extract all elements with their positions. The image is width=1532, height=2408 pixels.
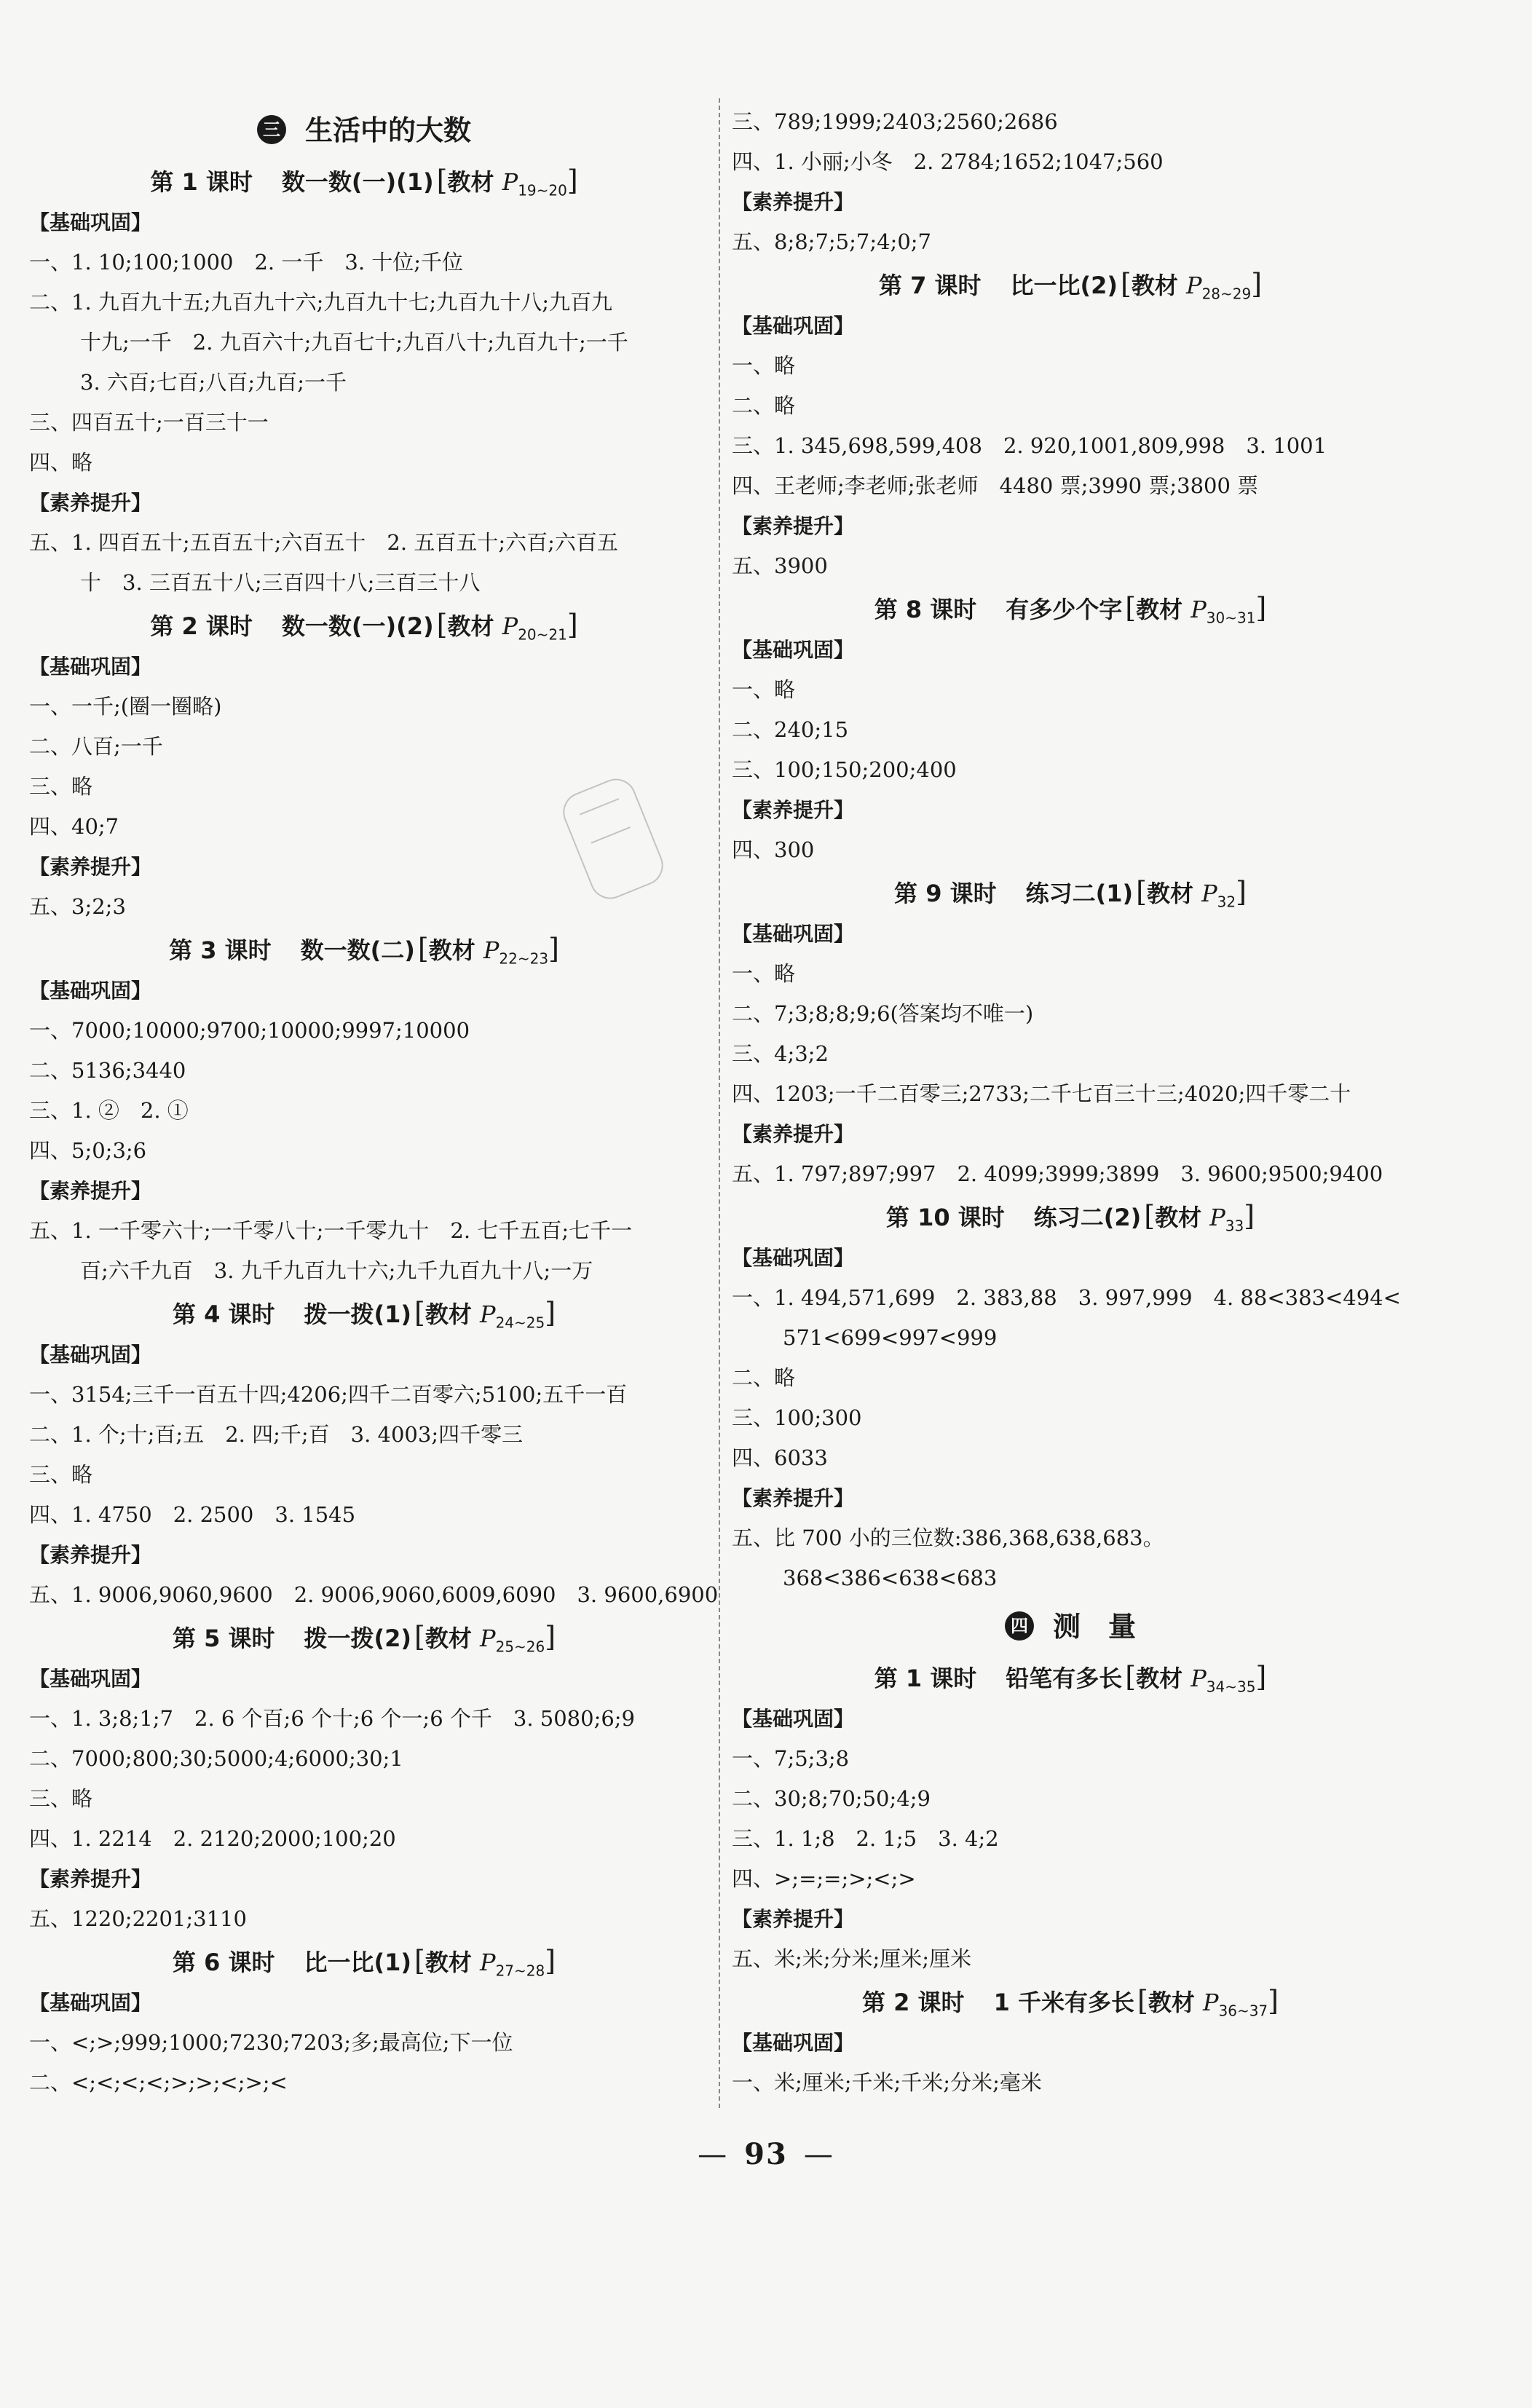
answer-line: 二、1. 九百九十五;九百九十六;九百九十七;九百九十八;九百九	[29, 290, 612, 315]
section-tag: 【基础巩固】	[29, 1991, 152, 2015]
lesson-number: 第 8 课时	[874, 596, 977, 623]
page-prefix: P	[1191, 1665, 1207, 1692]
bracket-open: [	[1125, 1661, 1137, 1693]
answer-line: 三、1. ② 2. ①	[29, 1098, 189, 1123]
answer-line: 三、4;3;2	[732, 1041, 829, 1066]
section-tag: 【素养提升】	[732, 190, 855, 214]
section-tag: 【基础巩固】	[732, 2031, 855, 2055]
answer-line: 五、米;米;分米;厘米;厘米	[732, 1946, 972, 1971]
page-range: 30~31	[1206, 609, 1256, 627]
lesson-name: 练习二(1)	[1025, 880, 1134, 907]
answer-line: 三、略	[29, 1462, 93, 1487]
answer-line: 五、1. 四百五十;五百五十;六百五十 2. 五百五十;六百;六百五	[29, 530, 618, 555]
answer-line: 四、300	[732, 837, 815, 862]
bracket-close: ]	[545, 1297, 556, 1329]
lesson-name: 拨一拨(2)	[304, 1625, 412, 1652]
bracket-open: [	[414, 1621, 425, 1653]
answer-line: 五、1. 797;897;997 2. 4099;3999;3899 3. 9600;9500;9400	[732, 1161, 1383, 1186]
bracket-open: [	[414, 1297, 425, 1329]
bracket-open: [	[1125, 592, 1137, 624]
section-tag: 【素养提升】	[29, 1543, 152, 1567]
answer-line: 四、1. 小丽;小冬 2. 2784;1652;1047;560	[732, 149, 1164, 174]
answer-line: 一、略	[732, 961, 796, 986]
bracket-close: ]	[566, 165, 578, 197]
answer-line: 四、5;0;3;6	[29, 1138, 147, 1163]
lesson-number: 第 2 课时	[862, 1989, 965, 2016]
answer-continuation: 百;六千九百 3. 九千九百九十六;九千九百九十八;一万	[80, 1258, 593, 1283]
lesson-heading	[732, 1194, 1409, 1238]
section-tag: 【基础巩固】	[29, 979, 152, 1003]
textbook-label: 教材	[1136, 596, 1183, 623]
answer-line: 三、789;1999;2403;2560;2686	[732, 109, 1058, 134]
page-range: 27~28	[495, 1962, 545, 1980]
bracket-open: [	[414, 1945, 425, 1977]
answer-line: 二、30;8;70;50;4;9	[732, 1786, 931, 1811]
page-range: 25~26	[495, 1638, 545, 1656]
bracket-close: ]	[548, 933, 559, 965]
bracket-close: ]	[1244, 1200, 1255, 1232]
lesson-heading	[29, 603, 699, 647]
answer-line: 四、1203;一千二百零三;2733;二千七百三十三;4020;四千零二十	[732, 1081, 1351, 1106]
section-tag: 【素养提升】	[29, 855, 152, 879]
section-tag: 【基础巩固】	[732, 638, 855, 662]
answer-continuation: 十 3. 三百五十八;三百四十八;三百三十八	[80, 570, 481, 595]
section-tag: 【基础巩固】	[29, 1343, 152, 1367]
section-tag: 【素养提升】	[29, 1179, 152, 1203]
bracket-open: [	[436, 165, 448, 197]
section-tag: 【素养提升】	[732, 1122, 855, 1146]
unit-title	[29, 102, 699, 159]
page-prefix: P	[1201, 880, 1217, 907]
textbook-label: 教材	[447, 612, 494, 640]
page-prefix: P	[480, 1949, 496, 1976]
lesson-heading	[732, 1655, 1409, 1699]
answer-line: 五、3900	[732, 553, 828, 578]
textbook-label: 教材	[1155, 1204, 1202, 1231]
section-tag: 【素养提升】	[732, 1486, 855, 1510]
bracket-open: [	[436, 609, 448, 641]
lesson-number: 第 4 课时	[172, 1300, 275, 1328]
page-prefix: P	[502, 612, 518, 640]
section-tag: 【基础巩固】	[732, 1707, 855, 1731]
page-prefix: P	[1202, 1989, 1219, 2016]
textbook-label: 教材	[1131, 272, 1178, 299]
answer-line: 一、略	[732, 353, 796, 378]
unit-title-text: 生活中的大数	[304, 114, 471, 146]
page-range: 20~21	[518, 625, 567, 644]
answer-line: 一、1. 494,571,699 2. 383,88 3. 997,999 4. 88<383<494<	[732, 1285, 1401, 1310]
page-range: 28~29	[1201, 285, 1252, 303]
bracket-close: ]	[1255, 592, 1267, 624]
textbook-label: 教材	[1146, 880, 1193, 907]
answer-continuation: 571<699<997<999	[783, 1325, 998, 1350]
bracket-open: [	[1121, 268, 1132, 300]
textbook-label: 教材	[425, 1949, 472, 1976]
answer-line: 四、1. 2214 2. 2120;2000;100;20	[29, 1826, 396, 1851]
page-prefix: P	[1191, 596, 1207, 623]
unit-title	[732, 1598, 1409, 1655]
left-column	[29, 102, 719, 2103]
answer-line: 三、四百五十;一百三十一	[29, 410, 269, 435]
section-tag: 【素养提升】	[29, 491, 152, 515]
lesson-heading	[732, 1979, 1409, 2023]
bracket-close: ]	[1255, 1661, 1267, 1693]
bracket-close: ]	[1251, 268, 1263, 300]
bracket-open: [	[417, 933, 429, 965]
answer-line: 一、3154;三千一百五十四;4206;四千二百零六;5100;五千一百	[29, 1382, 628, 1407]
textbook-label: 教材	[425, 1625, 472, 1652]
answer-line: 四、6033	[732, 1445, 828, 1470]
lesson-number: 第 9 课时	[894, 880, 997, 907]
unit-number-badge: 三	[257, 115, 286, 144]
lesson-heading	[29, 1291, 699, 1335]
answer-line: 一、7;5;3;8	[732, 1746, 850, 1771]
lesson-heading	[732, 870, 1409, 914]
lesson-name: 练习二(2)	[1033, 1204, 1142, 1231]
page-range: 33	[1225, 1217, 1244, 1235]
lesson-name: 铅笔有多长	[1006, 1665, 1123, 1692]
page-prefix: P	[483, 936, 500, 964]
answer-line: 五、1. 一千零六十;一千零八十;一千零九十 2. 七千五百;七千一	[29, 1218, 633, 1243]
answer-line: 二、7;3;8;8;9;6(答案均不唯一)	[732, 1001, 1034, 1026]
page-range: 34~35	[1206, 1678, 1256, 1696]
section-tag: 【基础巩固】	[732, 1246, 855, 1270]
answer-line: 二、1. 个;十;百;五 2. 四;千;百 3. 4003;四千零三	[29, 1422, 524, 1447]
answer-line: 三、1. 1;8 2. 1;5 3. 4;2	[732, 1826, 999, 1851]
section-tag: 【素养提升】	[29, 1867, 152, 1891]
answer-line: 四、王老师;李老师;张老师 4480 票;3990 票;3800 票	[732, 473, 1259, 498]
page-range: 36~37	[1218, 2002, 1268, 2020]
bracket-open: [	[1144, 1200, 1156, 1232]
bracket-open: [	[1136, 876, 1147, 908]
bracket-close: ]	[566, 609, 578, 641]
lesson-name: 拨一拨(1)	[304, 1300, 412, 1328]
page-range: 32	[1217, 893, 1236, 911]
answer-line: 五、比 700 小的三位数:386,368,638,683。	[732, 1525, 1164, 1550]
answer-continuation: 十九;一千 2. 九百六十;九百七十;九百八十;九百九十;一千	[80, 330, 628, 355]
answer-line: 五、1220;2201;3110	[29, 1906, 247, 1931]
answer-line: 一、7000;10000;9700;10000;9997;10000	[29, 1018, 470, 1043]
answer-line: 一、<;>;999;1000;7230;7203;多;最高位;下一位	[29, 2030, 513, 2055]
lesson-heading	[29, 159, 699, 202]
right-column	[732, 102, 1409, 2103]
page-prefix: P	[480, 1300, 496, 1328]
answer-line: 五、3;2;3	[29, 894, 126, 919]
answer-line: 四、略	[29, 450, 93, 475]
section-tag: 【基础巩固】	[29, 655, 152, 679]
bracket-close: ]	[1268, 1985, 1279, 2017]
lesson-name: 数一数(一)(2)	[281, 612, 434, 640]
textbook-label: 教材	[428, 936, 475, 964]
textbook-label: 教材	[447, 168, 494, 196]
page-prefix: P	[1186, 272, 1202, 299]
unit-number-badge: 四	[1005, 1611, 1034, 1641]
answer-line: 二、略	[732, 393, 796, 418]
answer-continuation: 368<386<638<683	[783, 1566, 998, 1590]
lesson-number: 第 2 课时	[150, 612, 253, 640]
lesson-number: 第 10 课时	[885, 1204, 1005, 1231]
section-tag: 【素养提升】	[732, 514, 855, 538]
answer-line: 二、7000;800;30;5000;4;6000;30;1	[29, 1746, 403, 1771]
answer-line: 三、略	[29, 774, 93, 799]
column-divider	[719, 98, 720, 2108]
answer-line: 三、100;150;200;400	[732, 757, 957, 782]
answer-line: 一、略	[732, 677, 796, 702]
answer-line: 二、240;15	[732, 717, 849, 742]
lesson-heading	[732, 262, 1409, 306]
section-tag: 【素养提升】	[732, 798, 855, 822]
answer-line: 一、一千;(圈一圈略)	[29, 694, 222, 719]
lesson-heading	[29, 927, 699, 971]
answer-line: 一、1. 10;100;1000 2. 一千 3. 十位;千位	[29, 250, 464, 275]
answer-line: 一、1. 3;8;1;7 2. 6 个百;6 个十;6 个一;6 个千 3. 5080;6;9	[29, 1706, 636, 1731]
lesson-number: 第 7 课时	[878, 272, 982, 299]
lesson-number: 第 1 课时	[150, 168, 253, 196]
answer-line: 四、1. 4750 2. 2500 3. 1545	[29, 1502, 356, 1527]
lesson-heading	[29, 1939, 699, 1983]
page-number-text: 93	[744, 2137, 788, 2171]
answer-line: 五、1. 9006,9060,9600 2. 9006,9060,6009,6090 3. 9600,6900	[29, 1582, 719, 1607]
page-range: 22~23	[499, 950, 549, 968]
answer-line: 二、5136;3440	[29, 1058, 186, 1083]
lesson-heading	[29, 1615, 699, 1659]
lesson-name: 数一数(一)(1)	[281, 168, 434, 196]
textbook-label: 教材	[1136, 1665, 1183, 1692]
answer-line: 四、>;=;=;>;<;>	[732, 1866, 916, 1891]
bracket-close: ]	[545, 1945, 556, 1977]
answer-line: 五、8;8;7;5;7;4;0;7	[732, 229, 931, 254]
unit-title-text: 测 量	[1052, 1611, 1136, 1643]
bracket-close: ]	[545, 1621, 556, 1653]
lesson-name: 数一数(二)	[300, 936, 415, 964]
answer-line: 三、略	[29, 1786, 93, 1811]
answer-line: 一、米;厘米;千米;千米;分米;毫米	[732, 2070, 1042, 2095]
bracket-close: ]	[1236, 876, 1247, 908]
page-prefix: P	[1209, 1204, 1225, 1231]
lesson-heading	[732, 586, 1409, 630]
lesson-name: 比一比(2)	[1010, 272, 1118, 299]
lesson-number: 第 5 课时	[172, 1625, 275, 1652]
answer-line: 三、100;300	[732, 1405, 862, 1430]
page-range: 24~25	[495, 1314, 545, 1332]
lesson-name: 1 千米有多长	[993, 1989, 1134, 2016]
section-tag: 【基础巩固】	[29, 210, 152, 234]
page-prefix: P	[480, 1625, 496, 1652]
answer-line: 二、略	[732, 1365, 796, 1390]
lesson-number: 第 1 课时	[874, 1665, 977, 1692]
bracket-open: [	[1137, 1985, 1148, 2017]
answer-line: 二、<;<;<;<;>;>;<;>;<	[29, 2070, 288, 2095]
textbook-label: 教材	[1148, 1989, 1195, 2016]
lesson-name: 有多少个字	[1006, 596, 1123, 623]
page-number: — 93 —	[698, 2137, 834, 2171]
textbook-label: 教材	[425, 1300, 472, 1328]
answer-line: 二、八百;一千	[29, 734, 163, 759]
lesson-name: 比一比(1)	[304, 1949, 412, 1976]
lesson-number: 第 6 课时	[172, 1949, 275, 1976]
page-range: 19~20	[518, 181, 567, 200]
section-tag: 【素养提升】	[732, 1907, 855, 1931]
lesson-number: 第 3 课时	[169, 936, 272, 964]
section-tag: 【基础巩固】	[29, 1667, 152, 1691]
page-prefix: P	[502, 168, 518, 196]
answer-continuation: 3. 六百;七百;八百;九百;一千	[80, 370, 347, 395]
section-tag: 【基础巩固】	[732, 922, 855, 946]
answer-line: 四、40;7	[29, 814, 119, 839]
answer-line: 三、1. 345,698,599,408 2. 920,1001,809,998 3. 1001	[732, 433, 1327, 458]
section-tag: 【基础巩固】	[732, 314, 855, 338]
